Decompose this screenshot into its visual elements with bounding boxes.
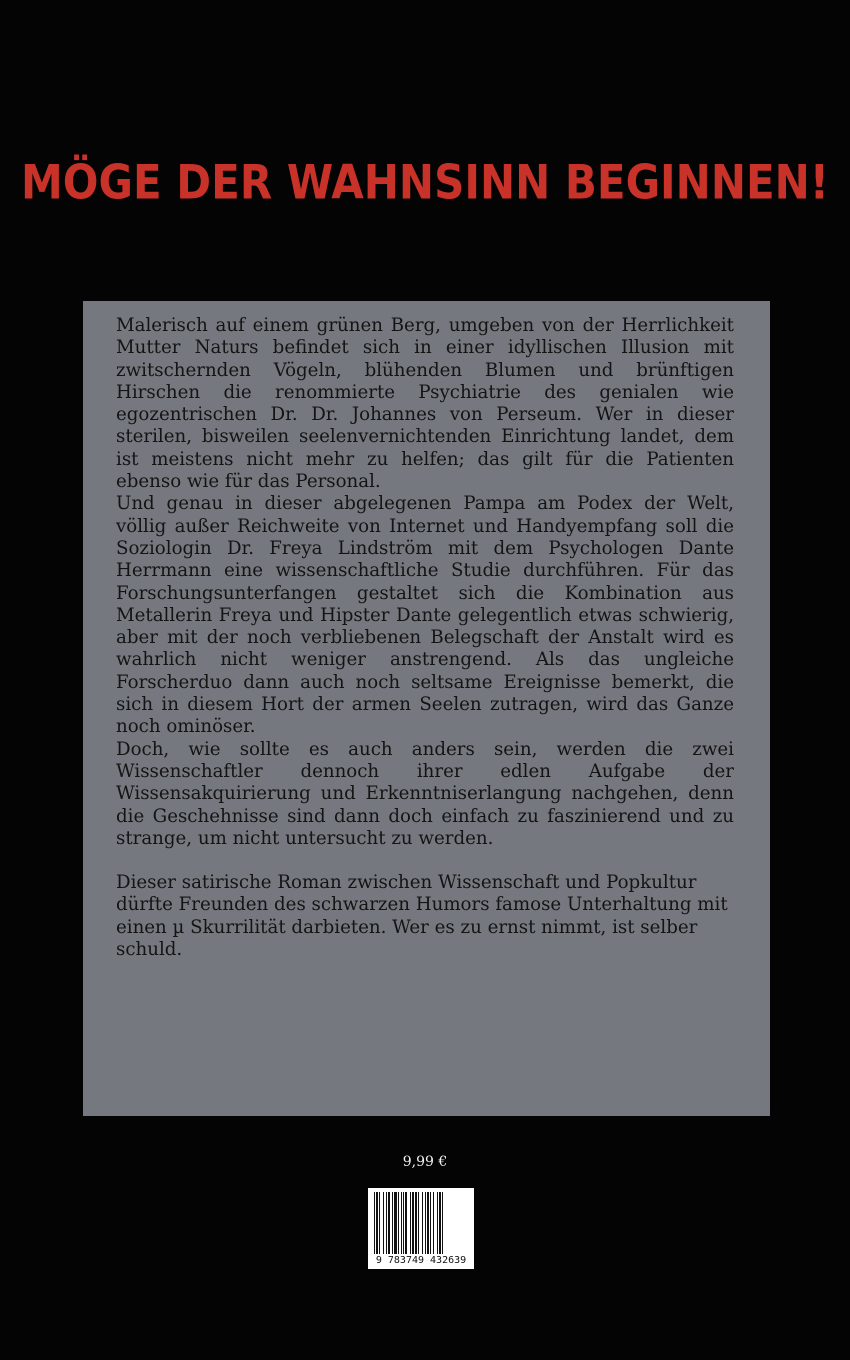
paragraph-gap (116, 850, 734, 872)
barcode-bars-icon (372, 1192, 470, 1254)
price-label: 9,99 € (402, 1154, 448, 1170)
blurb-paragraph-2: Und genau in dieser abgelegenen Pampa am Podex der Welt, völlig außer Reichweite von Internet und Handyempfang soll die Soziologin Dr. Freya Lindström mit dem Psychologen Dante Herrmann eine wissenschaftliche Studie durchführen. Für das Forschungsunterfangen gestaltet sich die Kombination aus Metallerin Freya und Hipster Dante gelegentlich etwas schwierig, aber mit der noch verbliebenen Belegschaft der Anstalt wird es wahrlich nicht weniger anstrengend. Als das ungleiche Forscherduo dann auch noch seltsame Ereignisse bemerkt, die sich in diesem Hort der armen Seelen zutragen, wird das Ganze noch ominöser. (116, 493, 734, 738)
isbn-barcode (368, 1188, 474, 1269)
blurb-panel (83, 301, 770, 1116)
blurb-closing: Dieser satirische Roman zwischen Wissenschaft und Popkultur dürfte Freunden des schwarzen Humors famose Unterhaltung mit einen µ Skurrilität darbieten. Wer es zu ernst nimmt, ist selber schuld. (116, 872, 728, 961)
blurb-paragraph-3: Doch, wie sollte es auch anders sein, werden die zwei Wissenschaftler dennoch ihrer edlen Aufgabe der Wissensakquirierung und Erkenntniserlangung nachgehen, denn die Geschehnisse sind dann doch einfach zu faszinierend und zu strange, um nicht untersucht zu werden. (116, 738, 734, 849)
isbn-digits: 9 783749 432639 (375, 1255, 467, 1266)
headline: MÖGE DER WAHNSINN BEGINNEN! (21, 155, 829, 210)
blurb-paragraph-1: Malerisch auf einem grünen Berg, umgeben von der Herrlichkeit Mutter Naturs befindet sich in einer idyllischen Illusion mit zwitschernden Vögeln, blühenden Blumen und brünftigen Hirschen die renommierte Psychiatrie des genialen wie egozentrischen Dr. Dr. Johannes von Perseum. Wer in dieser sterilen, bisweilen seelenvernichtenden Einrichtung landet, dem ist meistens nicht mehr zu helfen; das gilt für die Patienten ebenso wie für das Personal. (116, 315, 734, 493)
